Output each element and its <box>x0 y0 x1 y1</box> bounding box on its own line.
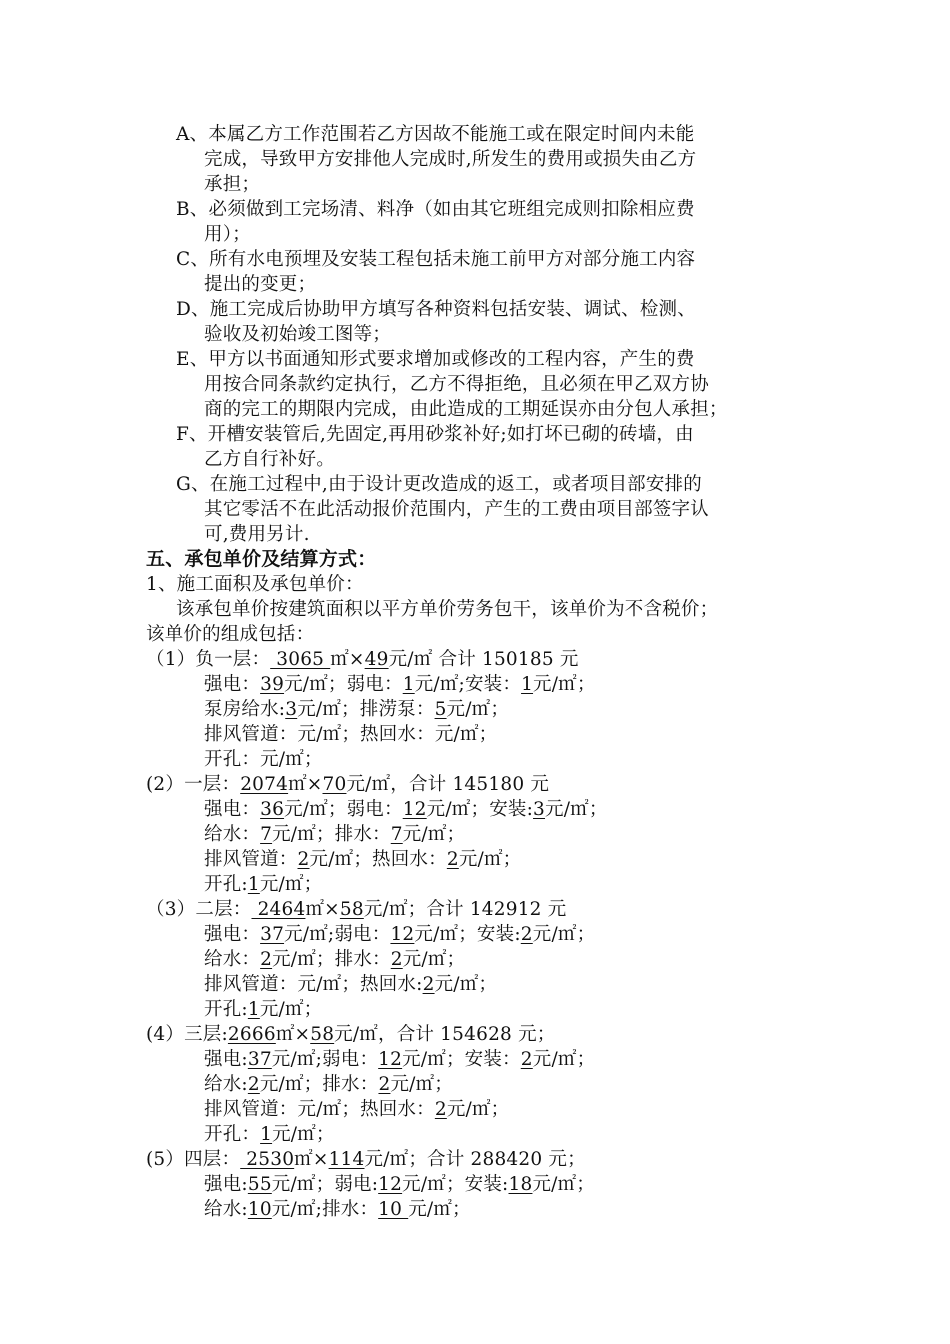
price-line-b1-exhaust <box>204 722 497 747</box>
line-text: ㎡× <box>275 1024 311 1045</box>
line-text: 元/㎡； <box>390 1074 453 1095</box>
line-text: 泵房给水: <box>204 699 286 720</box>
price-line-f4-electric <box>204 1172 595 1197</box>
underlined-value: 3 <box>285 699 298 720</box>
line-text: 开孔：元/㎡； <box>204 749 323 770</box>
sub-heading: 1、施工面积及承包单价： <box>146 574 364 595</box>
underlined-value: 2 <box>422 974 435 995</box>
underlined-value: 55 <box>247 1174 272 1195</box>
line-text: 强电: <box>204 1049 248 1070</box>
underlined-value: 12 <box>378 1049 403 1070</box>
section-heading: 五、承包单价及结算方式： <box>146 548 377 570</box>
line-text: 开孔: <box>204 999 248 1020</box>
underlined-value: 2 <box>297 849 310 870</box>
line-text: ㎡× <box>305 899 340 920</box>
underlined-value: 49 <box>364 649 389 670</box>
underlined-value: 2 <box>390 949 403 970</box>
clause-e-line-2: 用按合同条款约定执行，乙方不得拒绝，且必须在甲乙双方协 <box>204 374 709 395</box>
line-text: (2）一层： <box>146 774 241 795</box>
line-text: 强电： <box>204 924 261 945</box>
price-line-f3-holes <box>204 1122 335 1147</box>
line-text: 元/㎡；排水： <box>272 949 391 970</box>
price-line-f1-holes <box>204 872 322 897</box>
underlined-value: 2 <box>434 1099 447 1120</box>
line-text: 元/㎡；合计 142912 元 <box>363 899 567 920</box>
underlined-value: 2 <box>247 1074 260 1095</box>
line-text: 给水: <box>204 1199 248 1220</box>
line-text: 元/㎡；排水： <box>259 1074 379 1095</box>
line-text: （1）负一层： <box>146 649 271 670</box>
underlined-value: 7 <box>390 824 403 845</box>
line-text: 元/㎡，合计 154628 元； <box>334 1024 556 1045</box>
line-text: 排风管道：元/㎡；热回水： <box>204 1099 435 1120</box>
clause-f-line-2: 乙方自行补好。 <box>204 449 335 470</box>
line-text: 元/㎡； <box>259 874 323 895</box>
underlined-value: 10 <box>378 1199 409 1220</box>
underlined-value: 7 <box>260 824 273 845</box>
clause-b-line-1: B、必须做到工完场清、料净（如由其它班组完成则扣除相应费 <box>176 199 695 220</box>
clause-g-line-2: 其它零活不在此活动报价范围内，产生的工费由项目部签字认 <box>204 499 709 520</box>
line-text: 给水: <box>204 1074 248 1095</box>
price-line-f1-water <box>204 822 465 847</box>
line-text: 排风管道：元/㎡；热回水: <box>204 974 423 995</box>
line-text: 元/㎡；排水： <box>272 824 391 845</box>
line-text: 元/㎡； <box>402 949 466 970</box>
underlined-value: 12 <box>402 799 427 820</box>
underlined-value: 18 <box>508 1174 533 1195</box>
line-text: 排风管道： <box>204 849 298 870</box>
line-text: 元/㎡；弱电： <box>284 674 403 695</box>
line-text: 元/㎡； <box>434 974 498 995</box>
underlined-value: 10 <box>247 1199 272 1220</box>
clause-c-line-1: C、所有水电预埋及安装工程包括未施工前甲方对部分施工内容 <box>176 249 696 270</box>
underlined-value: 1 <box>247 999 260 1020</box>
line-text: 强电： <box>204 799 261 820</box>
line-text: 元/㎡；排涝泵： <box>297 699 435 720</box>
line-text: 元/㎡； <box>259 999 323 1020</box>
line-text: 强电: <box>204 1174 248 1195</box>
underlined-value: 36 <box>260 799 285 820</box>
line-text: 给水： <box>204 824 261 845</box>
line-text: 元/㎡；弱电: <box>271 1174 379 1195</box>
line-text: 元/㎡ 合计 150185 元 <box>388 649 579 670</box>
line-text: 元/㎡；安装: <box>426 799 534 820</box>
line-text: 给水： <box>204 949 261 970</box>
underlined-value: 39 <box>260 674 285 695</box>
line-text: 元/㎡;弱电： <box>284 924 391 945</box>
underlined-value: 37 <box>247 1049 272 1070</box>
line-text: 元/㎡； <box>272 1124 335 1145</box>
intro-line-2: 该单价的组成包括： <box>146 624 315 645</box>
underlined-value: 70 <box>322 774 347 795</box>
line-text: (4）三层: <box>146 1024 228 1045</box>
clause-f-line-1: F、开槽安装管后,先固定,再用砂浆补好;如打坏已砌的砖墙，由 <box>176 424 694 445</box>
price-line-f4-water <box>204 1197 471 1222</box>
intro-line-1: 该承包单价按建筑面积以平方单价劳务包干，该单价为不含税价； <box>176 599 719 620</box>
line-text: 元/㎡;排水： <box>271 1199 379 1220</box>
underlined-value: 2530 <box>240 1149 295 1170</box>
line-text: ㎡× <box>330 649 365 670</box>
price-line-f3-total <box>146 1022 556 1047</box>
line-text: 元/㎡； <box>545 799 608 820</box>
line-text: 元/㎡； <box>402 824 466 845</box>
price-line-f1-electric <box>204 797 608 822</box>
underlined-value: 37 <box>260 924 285 945</box>
line-text: ㎡× <box>294 1149 329 1170</box>
line-text: 强电： <box>204 674 261 695</box>
line-text: 元/㎡； <box>408 1199 471 1220</box>
line-text: 元/㎡；弱电： <box>284 799 403 820</box>
underlined-value: 12 <box>390 924 415 945</box>
underlined-value: 12 <box>378 1174 403 1195</box>
underlined-value: 2 <box>260 949 273 970</box>
line-text: 开孔: <box>204 874 248 895</box>
underlined-value: 114 <box>328 1149 365 1170</box>
price-line-f2-total <box>146 897 566 922</box>
line-text: 元/㎡； <box>446 699 510 720</box>
price-line-b1-total <box>146 647 579 672</box>
clause-b-line-2: 用）； <box>204 224 251 245</box>
underlined-value: 2464 <box>251 899 306 920</box>
price-line-f3-water <box>204 1072 453 1097</box>
underlined-value: 2074 <box>240 774 289 795</box>
underlined-value: 2 <box>520 924 533 945</box>
underlined-value: 2 <box>446 849 459 870</box>
clause-a-line-2: 完成，导致甲方安排他人完成时,所发生的费用或损失由乙方 <box>204 149 697 170</box>
price-line-f3-exhaust <box>204 1097 509 1122</box>
line-text: 元/㎡；安装: <box>402 1174 509 1195</box>
underlined-value: 2 <box>378 1074 391 1095</box>
underlined-value: 5 <box>434 699 447 720</box>
underlined-value: 2 <box>520 1049 533 1070</box>
underlined-value: 1 <box>521 674 534 695</box>
price-line-f2-water <box>204 947 465 972</box>
line-text: 元/㎡，合计 145180 元 <box>346 774 550 795</box>
line-text: 元/㎡；安装： <box>402 1049 521 1070</box>
clause-e-line-1: E、甲方以书面通知形式要求增加或修改的工程内容，产生的费 <box>176 349 695 370</box>
clause-d-line-1: D、施工完成后协助甲方填写各种资料包括安装、调试、检测、 <box>176 299 696 320</box>
underlined-value: 1 <box>260 1124 273 1145</box>
price-line-f2-exhaust <box>204 972 497 997</box>
clause-a-line-1: A、本属乙方工作范围若乙方因故不能施工或在限定时间内未能 <box>176 124 695 145</box>
price-line-f2-electric <box>204 922 595 947</box>
line-text: 元/㎡； <box>458 849 522 870</box>
line-text: 元/㎡； <box>532 1174 595 1195</box>
clause-d-line-2: 验收及初始竣工图等； <box>204 324 392 345</box>
underlined-value: 1 <box>247 874 260 895</box>
clause-e-line-3: 商的完工的期限内完成，由此造成的工期延误亦由分包人承担； <box>204 399 728 420</box>
line-text: 元/㎡； <box>532 924 596 945</box>
clause-g-line-1: G、在施工过程中,由于设计更改造成的返工，或者项目部安排的 <box>176 474 702 495</box>
line-text: 排风管道：元/㎡；热回水：元/㎡； <box>204 724 498 745</box>
line-text: 元/㎡； <box>532 1049 596 1070</box>
clause-a-line-3: 承担； <box>204 174 261 195</box>
line-text: 开孔： <box>204 1124 261 1145</box>
line-text: 元/㎡；热回水： <box>309 849 447 870</box>
line-text: ㎡× <box>288 774 323 795</box>
price-line-f1-total <box>146 772 549 797</box>
price-line-f1-exhaust <box>204 847 521 872</box>
underlined-value: 58 <box>339 899 364 920</box>
line-text: 元/㎡； <box>533 674 596 695</box>
underlined-value: 1 <box>402 674 415 695</box>
price-line-b1-electric <box>204 672 596 697</box>
line-text: 元/㎡； <box>446 1099 510 1120</box>
price-line-b1-holes <box>204 747 323 772</box>
line-text: 元/㎡;安装： <box>414 674 522 695</box>
clause-c-line-2: 提出的变更； <box>204 274 317 295</box>
underlined-value: 58 <box>310 1024 335 1045</box>
price-line-f3-electric <box>204 1047 595 1072</box>
price-line-f2-holes <box>204 997 322 1022</box>
line-text: 元/㎡；合计 288420 元； <box>364 1149 586 1170</box>
underlined-value: 3 <box>533 799 546 820</box>
price-line-f4-total <box>146 1147 586 1172</box>
clause-g-line-3: 可,费用另计. <box>204 524 310 545</box>
underlined-value: 3065 <box>270 649 331 670</box>
line-text: 元/㎡;弱电： <box>271 1049 379 1070</box>
line-text: (5）四层： <box>146 1149 241 1170</box>
line-text: 元/㎡；安装: <box>414 924 521 945</box>
underlined-value: 2666 <box>227 1024 276 1045</box>
line-text: （3）二层： <box>146 899 252 920</box>
price-line-b1-pump <box>204 697 509 722</box>
